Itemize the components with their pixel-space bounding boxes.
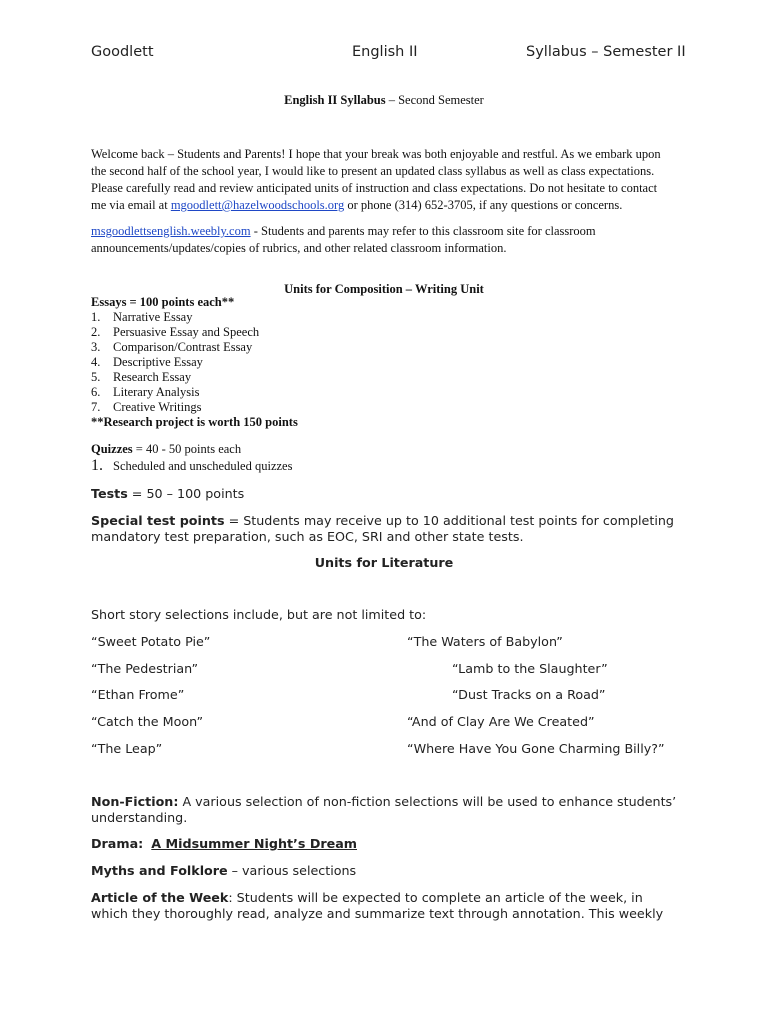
nonfiction-line: understanding.: [91, 810, 188, 825]
list-item-number: 3.: [91, 340, 101, 354]
list-item-number: 6.: [91, 385, 101, 399]
drama-label: Drama:: [91, 836, 144, 851]
website-line: [91, 223, 596, 240]
special-line-text: = Students may receive up to 10 additional test points for completing: [224, 513, 674, 528]
nonfiction-label: Non-Fiction:: [91, 794, 179, 809]
list-item-text: Creative Writings: [113, 400, 202, 414]
quiz-item: [91, 457, 292, 475]
story-right: “Dust Tracks on a Road”: [452, 687, 606, 702]
story-left: “Ethan Frome”: [91, 687, 185, 702]
quizzes-label: Quizzes: [91, 442, 133, 456]
special-line: mandatory test preparation, such as EOC, SRI and other state tests.: [91, 529, 524, 544]
list-item: [91, 310, 298, 325]
literature-heading-text: Units for Literature: [314, 555, 454, 570]
list-item-text: Literary Analysis: [113, 385, 200, 399]
essays-list: [91, 295, 298, 430]
story-right: “Where Have You Gone Charming Billy?”: [407, 741, 665, 756]
list-item-number: 1.: [91, 310, 101, 324]
list-item: [91, 385, 298, 400]
quiz-item-number: 1.: [91, 457, 103, 474]
quizzes-value: = 40 - 50 points each: [132, 442, 242, 456]
header-syllabus: Syllabus – Semester II: [526, 44, 686, 60]
welcome-line: Please carefully read and review anticipated units of instruction and class expectations. Do not hesitate to contact: [91, 181, 658, 195]
quiz-item-text: Scheduled and unscheduled quizzes: [113, 459, 293, 473]
composition-heading-text: Units for Composition – Writing Unit: [284, 282, 484, 296]
list-item-text: Research Essay: [113, 370, 192, 384]
welcome-line-text: me via email at: [91, 198, 171, 212]
header-teacher: Goodlett: [91, 44, 154, 60]
article-line-text: : Students will be expected to complete an article of the week, in: [228, 890, 643, 905]
story-left: “The Leap”: [91, 741, 163, 756]
list-item: [91, 325, 298, 340]
welcome-line: the second half of the school year, I would like to present an updated class syllabus as well as class expectations.: [91, 164, 655, 178]
article-label: Article of the Week: [91, 890, 229, 905]
myths-line: [91, 863, 356, 879]
website-link[interactable]: msgoodlettsenglish.weebly.com: [91, 224, 251, 238]
page-title-bold: English II Syllabus: [284, 93, 386, 107]
drama-line: [91, 836, 357, 852]
welcome-line-text: or phone (314) 652-3705, if any questions or concerns.: [344, 198, 623, 212]
article-paragraph: [91, 890, 663, 922]
nonfiction-line: [91, 794, 676, 810]
tests-label: Tests: [91, 486, 128, 501]
story-right: “The Waters of Babylon”: [407, 634, 563, 649]
myths-value: – various selections: [227, 863, 357, 878]
website-line: announcements/updates/copies of rubrics, and other related classroom information.: [91, 241, 507, 255]
website-paragraph: [91, 223, 596, 257]
story-left: “Catch the Moon”: [91, 714, 204, 729]
quizzes-line: [91, 441, 241, 458]
email-link[interactable]: mgoodlett@hazelwoodschools.org: [170, 198, 345, 212]
special-line: [91, 513, 674, 529]
list-item-text: Persuasive Essay and Speech: [113, 325, 260, 339]
research-note: **Research project is worth 150 points: [91, 415, 298, 429]
nonfiction-line-text: A various selection of non-fiction selections will be used to enhance students’: [178, 794, 677, 809]
tests-value: = 50 – 100 points: [127, 486, 245, 501]
page-title-rest: – Second Semester: [385, 93, 484, 107]
list-item-text: Narrative Essay: [113, 310, 193, 324]
story-left: “The Pedestrian”: [91, 661, 199, 676]
literature-intro: Short story selections include, but are not limited to:: [91, 607, 427, 622]
list-item: [91, 340, 298, 355]
header-course: English II: [352, 44, 418, 60]
list-item-number: 4.: [91, 355, 101, 369]
list-item: [91, 400, 298, 415]
article-line: [91, 890, 663, 906]
welcome-paragraph: [91, 146, 661, 214]
special-paragraph: [91, 513, 674, 545]
welcome-line: Welcome back – Students and Parents! I hope that your break was both enjoyable and restful. As we embark upon: [91, 147, 661, 161]
website-line-text: - Students and parents may refer to this classroom site for classroom: [250, 224, 596, 238]
list-item: [91, 355, 298, 370]
literature-heading: [0, 555, 768, 571]
list-item-text: Descriptive Essay: [113, 355, 203, 369]
list-item-number: 2.: [91, 325, 101, 339]
list-item: [91, 370, 298, 385]
drama-title: A Midsummer Night’s Dream: [151, 836, 358, 851]
list-item-number: 5.: [91, 370, 101, 384]
story-right: “And of Clay Are We Created”: [407, 714, 595, 729]
essays-label: Essays = 100 points each**: [91, 295, 235, 309]
nonfiction-paragraph: [91, 794, 676, 826]
special-label: Special test points: [91, 513, 225, 528]
tests-line: [91, 486, 244, 502]
myths-label: Myths and Folklore: [91, 863, 228, 878]
article-line: which they thoroughly read, analyze and summarize text through annotation. This weekly: [91, 906, 664, 921]
list-item-text: Comparison/Contrast Essay: [113, 340, 253, 354]
welcome-line: [91, 197, 661, 214]
page-title: [0, 92, 768, 109]
story-right: “Lamb to the Slaughter”: [452, 661, 608, 676]
story-left: “Sweet Potato Pie”: [91, 634, 211, 649]
list-item-number: 7.: [91, 400, 101, 414]
